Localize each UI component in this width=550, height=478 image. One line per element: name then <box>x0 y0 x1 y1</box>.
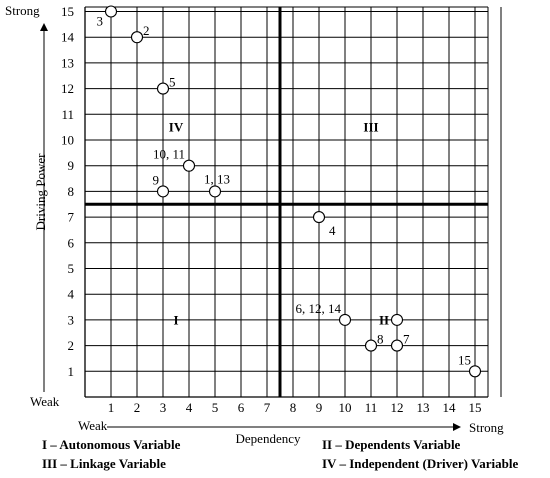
x-tick-label: 1 <box>107 400 115 415</box>
x-tick-label: 10 <box>338 400 352 415</box>
data-point <box>340 314 351 325</box>
y-weak-label: Weak <box>30 394 60 409</box>
point-labels <box>97 14 472 368</box>
y-tick-label: 11 <box>61 106 74 122</box>
point-label: 6, 12, 14 <box>295 300 341 316</box>
legend-autonomous: I – Autonomous Variable <box>42 437 181 452</box>
quadrant-label: I <box>173 312 179 328</box>
x-tick-label: 5 <box>211 400 219 415</box>
x-axis-label: Dependency <box>235 431 301 446</box>
tick-labels <box>61 4 482 415</box>
y-tick-label: 2 <box>67 338 74 354</box>
data-point <box>392 314 403 325</box>
x-tick-label: 11 <box>364 400 378 415</box>
x-tick-label: 9 <box>315 400 323 415</box>
x-tick-label: 3 <box>159 400 167 415</box>
y-tick-label: 9 <box>67 158 74 174</box>
x-tick-label: 2 <box>133 400 141 415</box>
point-label: 1, 13 <box>204 171 230 187</box>
x-tick-label: 4 <box>185 400 193 415</box>
y-tick-label: 10 <box>61 132 74 148</box>
quadrant-label: III <box>363 119 379 135</box>
x-tick-label: 8 <box>289 400 297 415</box>
data-point <box>132 32 143 43</box>
legend-linkage: III – Linkage Variable <box>42 456 166 471</box>
x-tick-label: 13 <box>416 400 430 415</box>
quadrant-dividers <box>85 7 488 397</box>
legend-independent: IV – Independent (Driver) Variable <box>322 456 519 471</box>
y-axis-label: Driving Power <box>33 153 48 231</box>
point-label: 2 <box>143 23 150 39</box>
data-point <box>106 6 117 17</box>
x-tick-label: 6 <box>237 400 245 415</box>
point-label: 3 <box>96 13 103 29</box>
data-point <box>470 366 481 377</box>
quadrant-label: IV <box>168 119 184 135</box>
point-label: 15 <box>458 352 471 368</box>
data-point <box>158 83 169 94</box>
y-tick-label: 3 <box>67 312 74 328</box>
y-tick-label: 4 <box>67 286 74 302</box>
point-label: 10, 11 <box>152 146 185 162</box>
quadrant-label: II <box>378 312 390 328</box>
y-tick-label: 14 <box>61 29 74 45</box>
legend-dependents: II – Dependents Variable <box>322 437 461 452</box>
y-strong-label: Strong <box>5 3 40 18</box>
x-tick-label: 14 <box>442 400 456 415</box>
data-point <box>184 160 195 171</box>
x-tick-label: 12 <box>390 400 404 415</box>
y-tick-label: 1 <box>67 363 74 379</box>
y-tick-label: 15 <box>61 4 74 19</box>
data-point <box>366 340 377 351</box>
x-weak-label: Weak <box>78 418 108 433</box>
x-strong-label: Strong <box>469 420 504 435</box>
data-point <box>392 340 403 351</box>
point-label: 5 <box>169 74 176 90</box>
data-point <box>158 186 169 197</box>
grid <box>85 7 501 397</box>
y-tick-label: 13 <box>61 55 74 71</box>
x-tick-label: 7 <box>263 400 271 415</box>
point-label: 7 <box>403 331 410 347</box>
data-point <box>314 212 325 223</box>
y-tick-label: 8 <box>67 183 74 199</box>
y-tick-label: 6 <box>67 235 74 251</box>
y-tick-label: 12 <box>61 81 74 97</box>
point-label: 8 <box>377 331 384 347</box>
y-tick-label: 7 <box>67 209 74 225</box>
data-point <box>210 186 221 197</box>
y-tick-label: 5 <box>67 261 74 276</box>
point-label: 4 <box>329 223 336 239</box>
x-tick-label: 15 <box>468 400 482 415</box>
point-label: 9 <box>152 172 159 188</box>
